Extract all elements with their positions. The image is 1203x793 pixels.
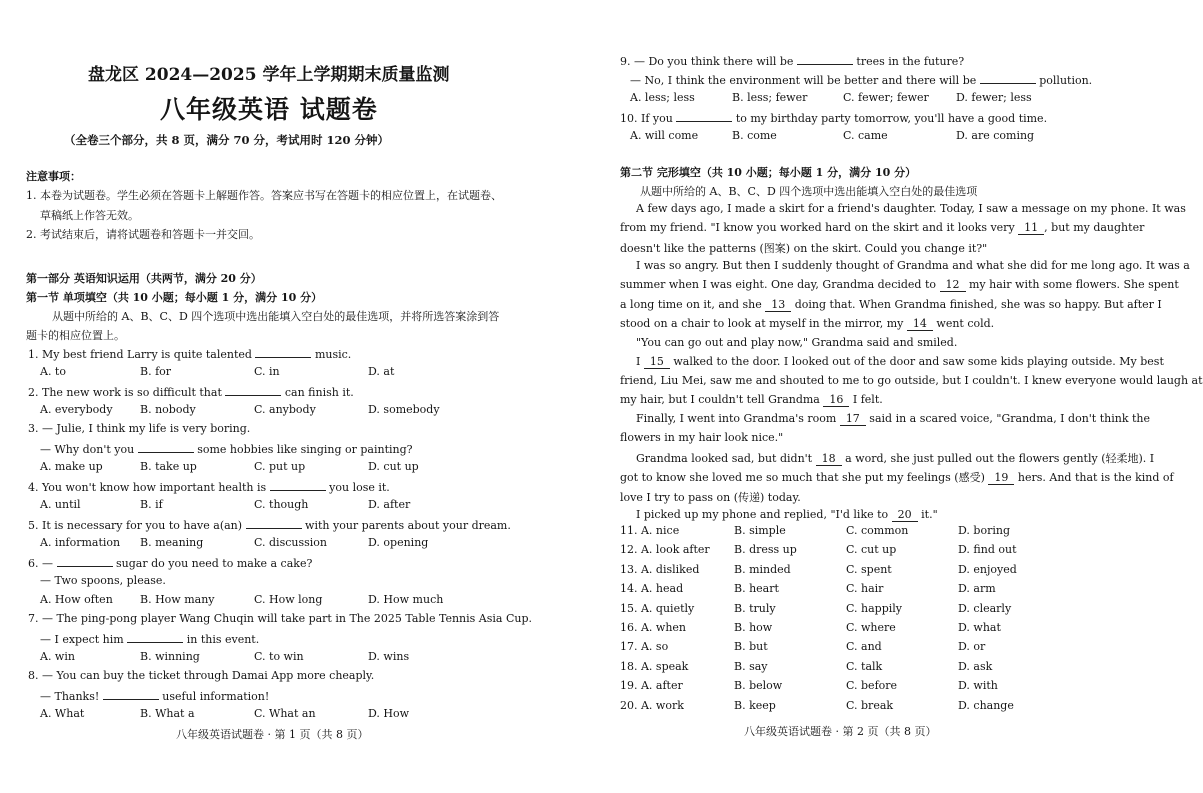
question-text: 10. If you — [620, 112, 677, 125]
cloze-option-19-d: D. with — [958, 679, 998, 693]
passage-line — [620, 393, 883, 407]
passage-line — [620, 374, 1203, 387]
option-c: C. to win — [254, 650, 304, 663]
cloze-option-15-d: D. clearly — [958, 601, 1012, 615]
cloze-option-17-b: B. but — [734, 640, 768, 654]
passage-text: A few days ago, I made a skirt for a friend's daughter. Today, I saw a message on my phone. It was — [636, 202, 1186, 215]
cloze-option-18-c: C. talk — [846, 659, 883, 673]
section2-heading: 第二节 完形填空（共 10 小题；每小题 1 分，满分 10 分） — [620, 166, 917, 179]
section1-instructions-cont: 题卡的相应位置上。 — [26, 329, 125, 342]
option-c: C. put up — [254, 460, 306, 473]
passage-text: my hair with some flowers. She spent — [965, 278, 1179, 292]
cloze-option-11-a: 11. A. nice — [620, 524, 680, 537]
cloze-option-14-d: D. arm — [958, 582, 996, 596]
answer-blank — [255, 346, 311, 358]
question-text: in this event. — [183, 633, 260, 646]
option-d: D. How — [368, 707, 410, 720]
question-text: trees in the future? — [852, 55, 965, 68]
cloze-option-19-a: 19. A. after — [620, 679, 683, 693]
passage-line — [620, 489, 801, 505]
passage-text: walked to the door. I looked out of the door and saw some kids playing outside. My best — [669, 354, 1164, 368]
cloze-option-14-c: C. hair — [846, 582, 884, 596]
option-a: A. to — [40, 365, 66, 378]
cloze-option-16-c: C. where — [846, 621, 896, 634]
cloze-option-19-b: B. below — [734, 679, 783, 693]
passage-text: I was so angry. But then I suddenly thought of Grandma and what she did for me long ago. It was a — [636, 259, 1190, 273]
cloze-option-20-d: D. change — [958, 698, 1014, 712]
option-a: A. less; less — [630, 91, 695, 104]
cloze-option-16-d: D. what — [958, 621, 1001, 634]
cloze-option-11-d: D. boring — [958, 524, 1010, 537]
page-footer-left: 八年级英语试题卷 · 第 1 页（共 8 页） — [176, 728, 369, 741]
passage-text: went cold. — [932, 316, 995, 330]
passage-text: from my friend. "I know you worked hard on the skirt and it looks very — [620, 221, 1019, 235]
cloze-blank-12: 12 — [940, 278, 966, 292]
question-text: useful information! — [158, 690, 270, 703]
passage-text: Grandma looked sad, but didn't — [636, 452, 816, 466]
passage-text: I picked up my phone and replied, "I'd like to — [636, 507, 892, 521]
passage-line — [620, 221, 1144, 235]
cloze-option-15-a: 15. A. quietly — [620, 601, 695, 615]
option-c: C. fewer; fewer — [843, 91, 929, 104]
option-d: D. at — [368, 365, 395, 378]
question-text: 5. It is necessary for you to have a(an) — [28, 519, 246, 532]
question-text: 4. You won't know how important health is — [28, 481, 270, 494]
option-d: D. opening — [368, 536, 429, 549]
cloze-option-13-b: B. minded — [734, 562, 791, 576]
cloze-option-11-b: B. simple — [734, 524, 786, 537]
cloze-blank-11: 11 — [1018, 221, 1044, 235]
passage-text: doesn't like the patterns (图案) on the skirt. Could you change it?" — [620, 242, 988, 256]
passage-line — [620, 298, 1162, 312]
question-text: with your parents about your dream. — [301, 519, 511, 532]
option-c: C. though — [254, 498, 309, 511]
question-line — [40, 574, 166, 587]
passage-line — [636, 450, 1154, 466]
cloze-blank-18: 18 — [816, 452, 842, 466]
cloze-option-13-d: D. enjoyed — [958, 562, 1017, 576]
option-b: B. meaning — [140, 536, 204, 549]
option-c: C. discussion — [254, 536, 327, 549]
question-text: you lose it. — [325, 481, 390, 494]
passage-line — [620, 431, 783, 444]
cloze-option-20-c: C. break — [846, 698, 894, 712]
question-line — [40, 688, 269, 703]
option-b: B. What a — [140, 707, 195, 720]
option-c: C. in — [254, 365, 280, 378]
passage-text: flowers in my hair look nice." — [620, 431, 784, 445]
exam-note: （全卷三个部分，共 8 页，满分 70 分，考试用时 120 分钟） — [64, 133, 390, 147]
notice-item-1-cont: 草稿纸上作答无效。 — [40, 209, 139, 222]
option-c: C. came — [843, 129, 888, 142]
passage-line — [620, 240, 987, 256]
option-a: A. What — [40, 707, 85, 720]
passage-text: it." — [917, 507, 938, 521]
answer-blank — [797, 53, 853, 65]
passage-line — [636, 202, 1186, 215]
question-line — [28, 669, 374, 682]
option-a: A. How often — [40, 593, 113, 606]
question-text: 1. My best friend Larry is quite talented — [28, 348, 256, 361]
cloze-option-13-a: 13. A. disliked — [620, 562, 700, 576]
answer-blank — [676, 110, 732, 122]
cloze-option-17-a: 17. A. so — [620, 640, 669, 654]
passage-text: a word, she just pulled out the flowers gently (轻柔地). I — [841, 452, 1155, 466]
answer-blank — [980, 72, 1036, 84]
passage-line — [620, 469, 1174, 485]
option-b: B. nobody — [140, 403, 196, 416]
question-line — [28, 422, 250, 435]
question-text: pollution. — [1035, 74, 1093, 87]
question-line — [620, 53, 964, 68]
cloze-blank-17: 17 — [840, 412, 866, 426]
cloze-option-12-a: 12. A. look after — [620, 543, 710, 557]
question-line — [28, 555, 312, 570]
cloze-option-16-a: 16. A. when — [620, 621, 687, 634]
notice-item-1: 1. 本卷为试题卷。学生必须在答题卡上解题作答。答案应书写在答题卡的相应位置上，在试题卷、 — [26, 189, 502, 202]
cloze-option-12-b: B. dress up — [734, 543, 797, 557]
section2-instructions: 从题中所给的 A、B、C、D 四个选项中选出能填入空白处的最佳选项 — [640, 185, 978, 198]
passage-text: summer when I was eight. One day, Grandma decided to — [620, 278, 940, 292]
option-c: C. What an — [254, 707, 316, 720]
passage-text: , but my daughter — [1044, 221, 1145, 235]
option-b: B. take up — [140, 460, 197, 473]
question-text: music. — [311, 348, 352, 361]
option-a: A. information — [40, 536, 121, 549]
passage-text: my hair, but I couldn't tell Grandma — [620, 393, 824, 406]
passage-text: said in a scared voice, "Grandma, I don't think the — [865, 412, 1150, 426]
option-d: D. somebody — [368, 403, 440, 416]
passage-text: "You can go out and play now," Grandma said and smiled. — [636, 335, 958, 349]
passage-line — [636, 259, 1190, 272]
question-text: — Two spoons, please. — [40, 574, 166, 587]
answer-blank — [127, 631, 183, 643]
option-b: B. if — [140, 498, 163, 511]
question-text: — I expect him — [40, 633, 128, 646]
question-text: 8. — You can buy the ticket through Damai App more cheaply. — [28, 669, 375, 682]
answer-blank — [225, 384, 281, 396]
option-c: C. How long — [254, 593, 323, 606]
passage-text: stood on a chair to look at myself in the mirror, my — [620, 316, 907, 330]
cloze-option-18-a: 18. A. speak — [620, 659, 689, 673]
cloze-option-11-c: C. common — [846, 524, 909, 537]
option-d: D. after — [368, 498, 411, 511]
question-text: 3. — Julie, I think my life is very boring. — [28, 422, 251, 435]
passage-text: Finally, I went into Grandma's room — [636, 412, 840, 426]
exam-page-1 — [0, 0, 560, 793]
passage-text: a long time on it, and she — [620, 297, 766, 311]
cloze-option-18-d: D. ask — [958, 659, 993, 673]
section1-instructions: 从题中所给的 A、B、C、D 四个选项中选出能填入空白处的最佳选项，并将所选答案涂到答 — [52, 310, 500, 323]
cloze-option-20-b: B. keep — [734, 698, 776, 712]
question-text: can finish it. — [281, 386, 354, 399]
cloze-blank-19: 19 — [988, 471, 1014, 485]
cloze-option-14-b: B. heart — [734, 582, 779, 596]
passage-text: got to know she loved me so much that she put my feelings (感受) — [620, 471, 989, 485]
cloze-option-20-a: 20. A. work — [620, 698, 684, 712]
option-b: B. winning — [140, 650, 200, 663]
option-b: B. less; fewer — [732, 91, 808, 104]
option-a: A. win — [40, 650, 75, 663]
answer-blank — [103, 688, 159, 700]
passage-line — [636, 336, 957, 349]
option-b: B. come — [732, 129, 777, 142]
passage-text: I felt. — [849, 393, 883, 406]
cloze-blank-15: 15 — [644, 355, 670, 369]
passage-text: I — [636, 354, 644, 368]
question-line — [28, 384, 354, 399]
exam-page-2 — [560, 0, 1203, 793]
question-line — [630, 72, 1092, 87]
question-text: 7. — The ping-pong player Wang Chuqin will take part in The 2025 Table Tennis Asia Cup. — [28, 612, 532, 625]
question-text: — Why don't you — [40, 443, 138, 456]
question-text: some hobbies like singing or painting? — [193, 443, 413, 456]
passage-line — [636, 508, 938, 522]
question-text: — Thanks! — [40, 690, 103, 703]
question-text: 6. — — [28, 557, 57, 570]
question-line — [28, 346, 351, 361]
part1-heading: 第一部分 英语知识运用（共两节，满分 20 分） — [26, 272, 262, 285]
page-footer-right: 八年级英语试题卷 · 第 2 页（共 8 页） — [744, 725, 937, 738]
option-d: D. fewer; less — [956, 91, 1032, 104]
option-d: D. are coming — [956, 129, 1035, 142]
cloze-option-17-d: D. or — [958, 640, 986, 654]
option-d: D. How much — [368, 593, 444, 606]
cloze-option-15-c: C. happily — [846, 601, 902, 615]
cloze-option-16-b: B. how — [734, 621, 773, 634]
cloze-option-15-b: B. truly — [734, 601, 776, 615]
cloze-blank-14: 14 — [907, 317, 933, 331]
passage-line — [620, 317, 994, 331]
question-line — [28, 517, 511, 532]
cloze-blank-13: 13 — [765, 298, 791, 312]
notice-item-2: 2. 考试结束后，请将试题卷和答题卡一并交回。 — [26, 228, 260, 241]
cloze-option-19-c: C. before — [846, 679, 898, 693]
passage-text: hers. And that is the kind of — [1014, 471, 1174, 485]
question-line — [620, 110, 1047, 125]
passage-text: doing that. When Grandma finished, she was so happy. But after I — [791, 297, 1162, 311]
cloze-option-12-d: D. find out — [958, 543, 1017, 557]
option-a: A. make up — [40, 460, 103, 473]
option-a: A. everybody — [40, 403, 113, 416]
cloze-option-12-c: C. cut up — [846, 543, 897, 557]
cloze-option-13-c: C. spent — [846, 562, 892, 576]
option-d: D. wins — [368, 650, 410, 663]
option-b: B. for — [140, 365, 172, 378]
question-text: 2. The new work is so difficult that — [28, 386, 226, 399]
question-text: to my birthday party tomorrow, you'll have a good time. — [732, 112, 1048, 125]
passage-line — [636, 412, 1150, 426]
answer-blank — [270, 479, 326, 491]
passage-text: friend, Liu Mei, saw me and shouted to me to go outside, but I couldn't. I knew everyone would laugh at — [620, 373, 1203, 387]
question-text: — No, I think the environment will be better and there will be — [630, 74, 980, 87]
question-line — [40, 631, 259, 646]
answer-blank — [246, 517, 302, 529]
answer-blank — [57, 555, 113, 567]
question-text: sugar do you need to make a cake? — [112, 557, 313, 570]
option-d: D. cut up — [368, 460, 419, 473]
section1-heading: 第一节 单项填空（共 10 小题；每小题 1 分，满分 10 分） — [26, 291, 323, 304]
notice-heading: 注意事项： — [26, 170, 81, 183]
passage-line — [636, 355, 1164, 369]
option-a: A. will come — [630, 129, 699, 142]
question-line — [40, 441, 413, 456]
passage-text: love I try to pass on (传递) today. — [620, 490, 801, 504]
question-line — [28, 612, 532, 625]
option-a: A. until — [40, 498, 81, 511]
passage-line — [620, 278, 1179, 292]
district-title: 盘龙区 2024—2025 学年上学期期末质量监测 — [88, 65, 450, 85]
option-c: C. anybody — [254, 403, 316, 416]
question-text: 9. — Do you think there will be — [620, 55, 797, 68]
question-line — [28, 479, 390, 494]
cloze-option-14-a: 14. A. head — [620, 582, 684, 596]
exam-title: 八年级英语 试题卷 — [160, 95, 378, 124]
cloze-option-18-b: B. say — [734, 659, 768, 673]
option-b: B. How many — [140, 593, 215, 606]
answer-blank — [138, 441, 194, 453]
cloze-blank-16: 16 — [823, 393, 849, 407]
cloze-option-17-c: C. and — [846, 640, 882, 654]
cloze-blank-20: 20 — [892, 508, 918, 522]
